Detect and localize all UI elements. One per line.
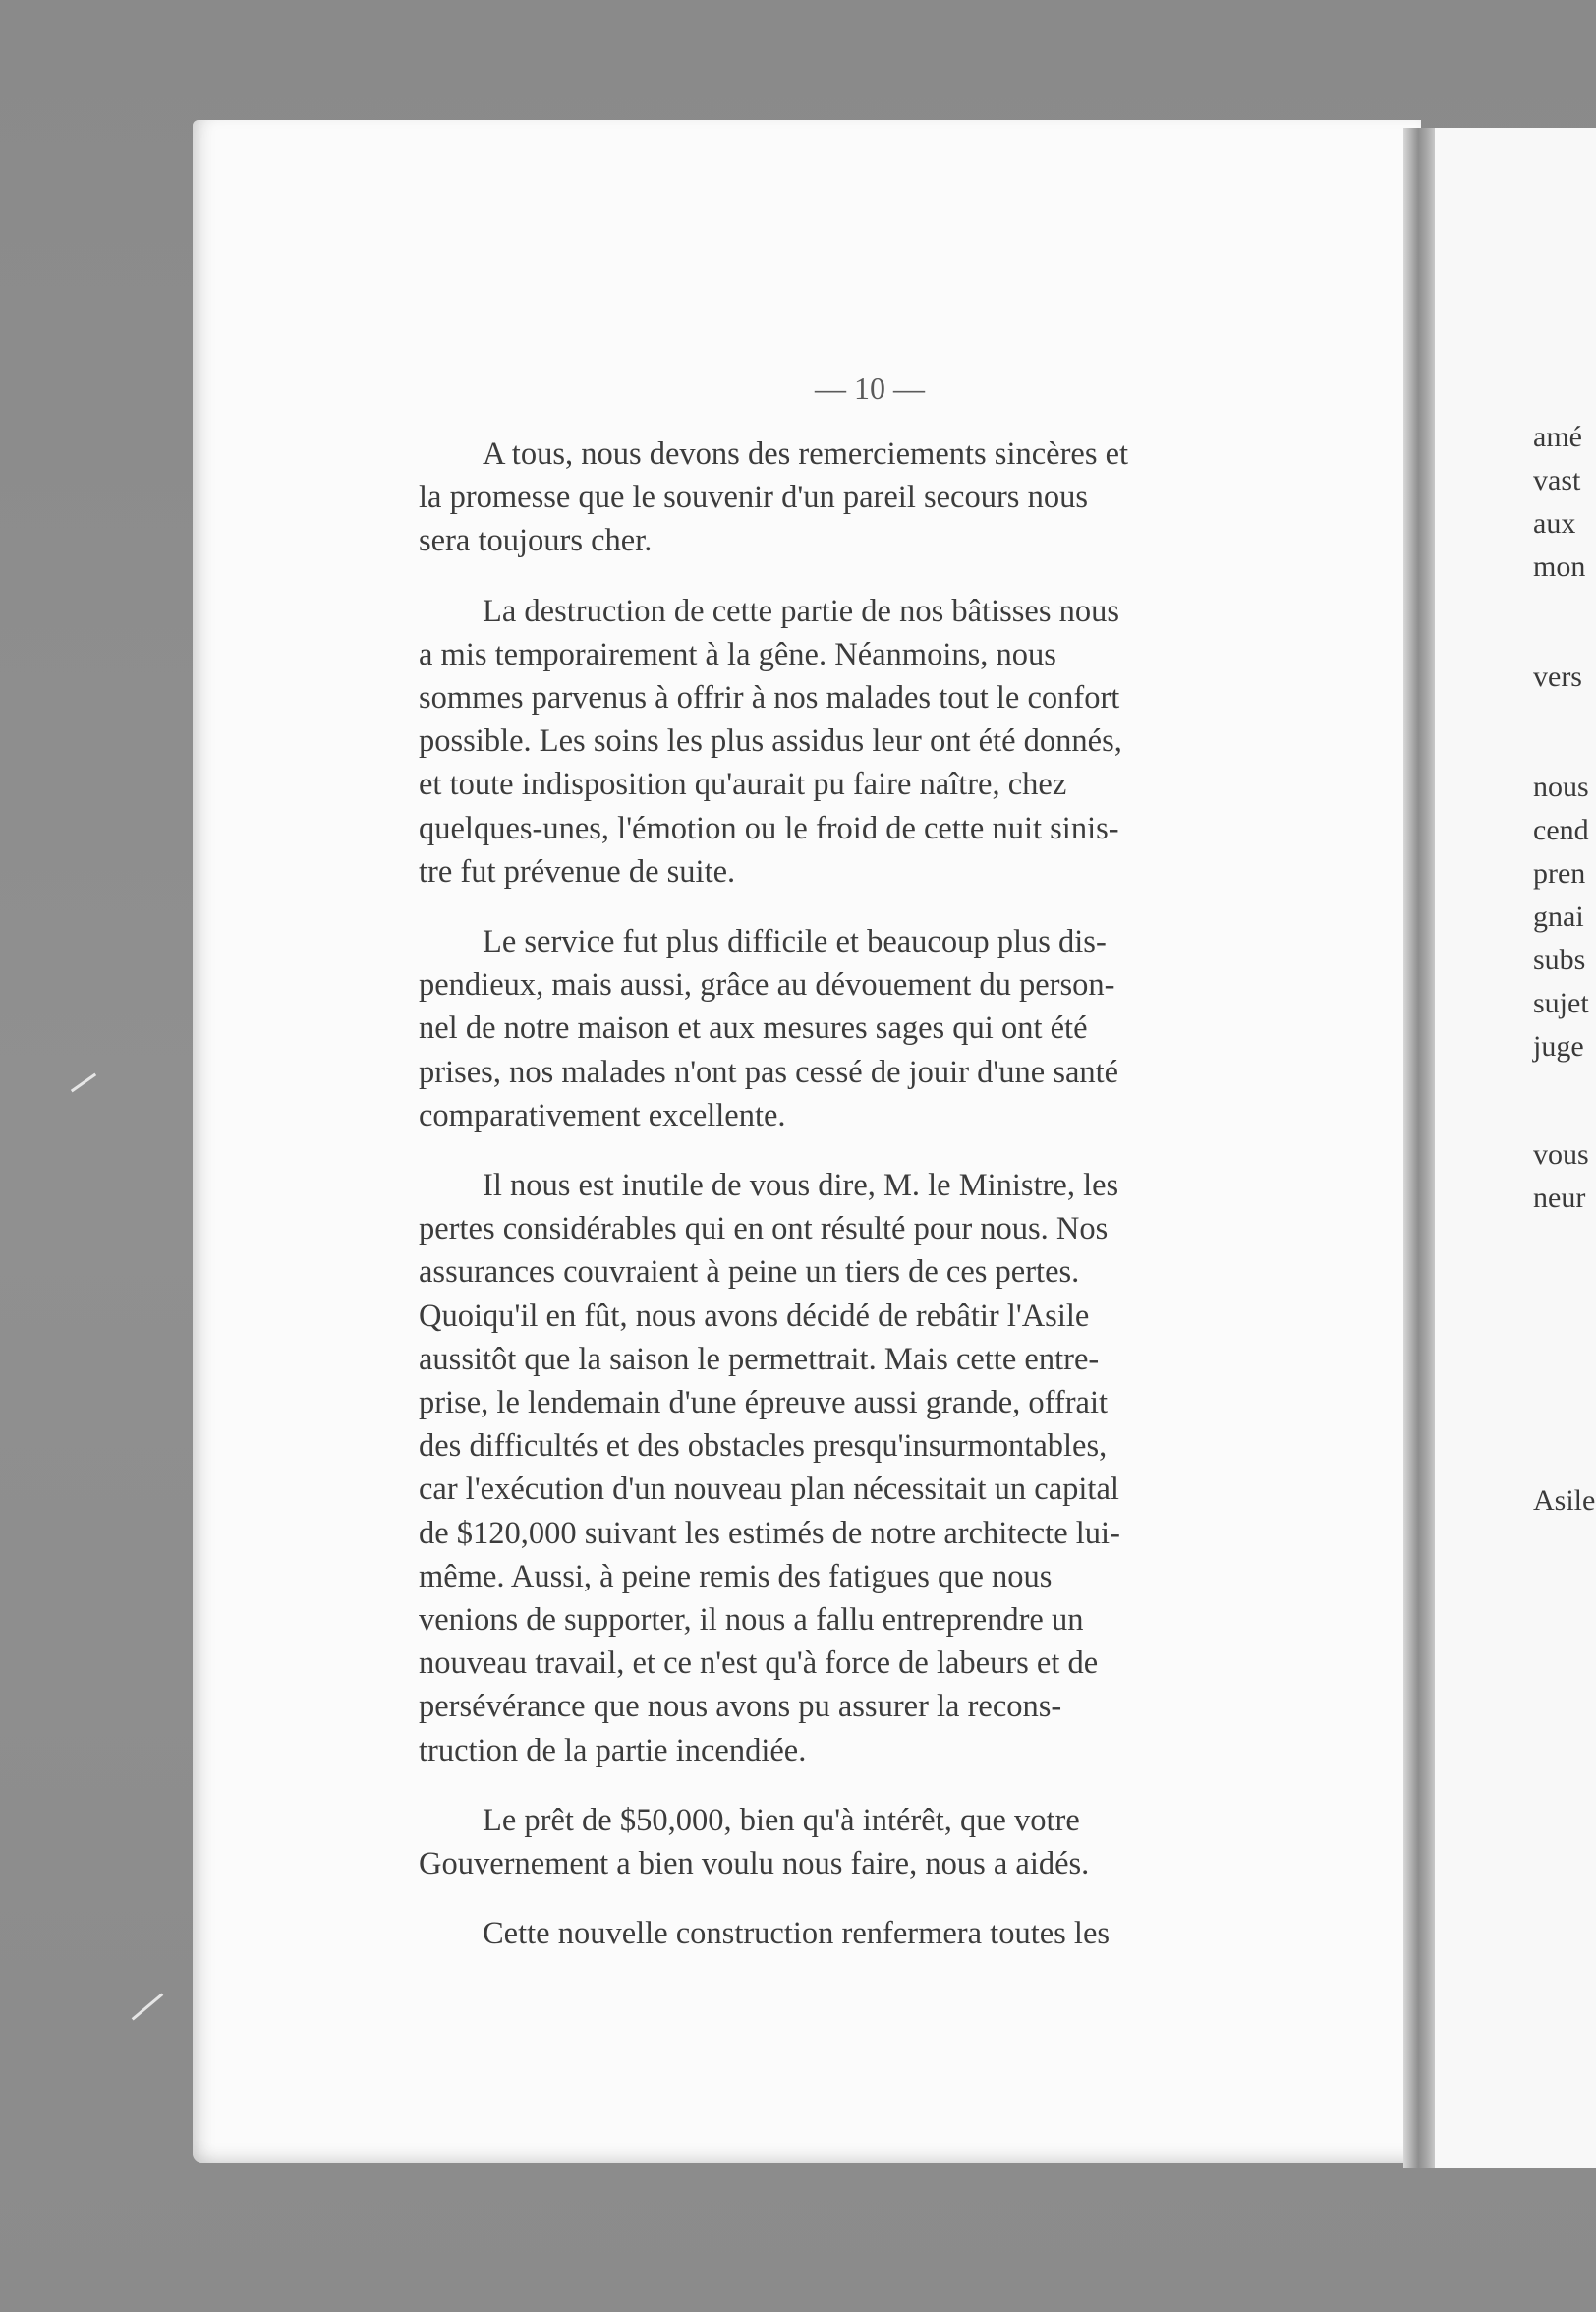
paragraph-5: Le prêt de $50,000, bien qu'à intérêt, que votre Gouvernement a bien voulu nous faire, nous a aidés. — [419, 1802, 1090, 1882]
facing-fragment: gnai — [1533, 900, 1584, 933]
paragraph-2: La destruction de cette partie de nos bâtisses nous a mis temporairement à la gêne. Néanmoins, nous sommes parvenus à offrir à nos malades tout le confort possible. Les soins les plus assidus leur ont été donnés, et toute indisposition qu'aurait pu faire naître, chez quelques-unes, l'émotion ou le froid de cette nuit sinis- tre fut prévenue de suite. — [419, 593, 1122, 890]
paragraph-6: Cette nouvelle construction renfermera toutes les — [419, 1916, 1111, 1952]
facing-fragment: subs — [1533, 944, 1586, 976]
paragraph-3: Le service fut plus difficile et beaucoup plus dis- pendieux, mais aussi, grâce au dévouement du person- nel de notre maison et aux mesures sages qui ont été prises, nos malades n'ont pas cessé de jouir d'une santé comparativement excellente. — [419, 924, 1119, 1133]
facing-fragment: vous — [1533, 1138, 1589, 1171]
page-body — [419, 433, 1309, 1983]
facing-fragment: mon — [1533, 550, 1586, 583]
facing-fragment: sujet — [1533, 987, 1589, 1019]
facing-fragment: nous — [1533, 771, 1589, 803]
facing-fragment: pren — [1533, 857, 1586, 890]
page-number: — 10 — — [815, 371, 925, 406]
facing-fragment: vast — [1533, 464, 1581, 496]
facing-fragment: aux — [1533, 507, 1576, 540]
facing-fragment: neur — [1533, 1182, 1586, 1214]
facing-fragment: cend — [1533, 814, 1589, 846]
paragraph-4: Il nous est inutile de vous dire, M. le Ministre, les pertes considérables qui en ont résulté pour nous. Nos assurances couvraient à peine un tiers de ces pertes. Quoiqu'il en fût, nous avons décidé de rebâtir l'Asile aussitôt que la saison le permettrait. Mais cette entre- prise, le lendemain d'une épreuve aussi grande, offrait des difficultés et des obstacles presqu'insurmontables, car l'exécution d'un nouveau plan nécessitait un capital de $120,000 suivant les estimés de notre architecte lui- même. Aussi, à peine remis des fatigues que nous venions de supporter, il nous a fallu entreprendre un nouveau travail, et ce n'est qu'à force de labeurs et de persévérance que nous avons pu assurer la recons- truction de la partie incendiée. — [419, 1168, 1120, 1768]
facing-fragment: vers — [1533, 661, 1582, 693]
facing-fragment: juge — [1533, 1030, 1584, 1063]
facing-fragment: Asile — [1533, 1484, 1596, 1517]
facing-fragment: amé — [1533, 421, 1582, 453]
book-gutter — [1403, 128, 1437, 2168]
paragraph-1: A tous, nous devons des remerciements sincères et la promesse que le souvenir d'un pareil secours nous sera toujours cher. — [419, 436, 1129, 559]
